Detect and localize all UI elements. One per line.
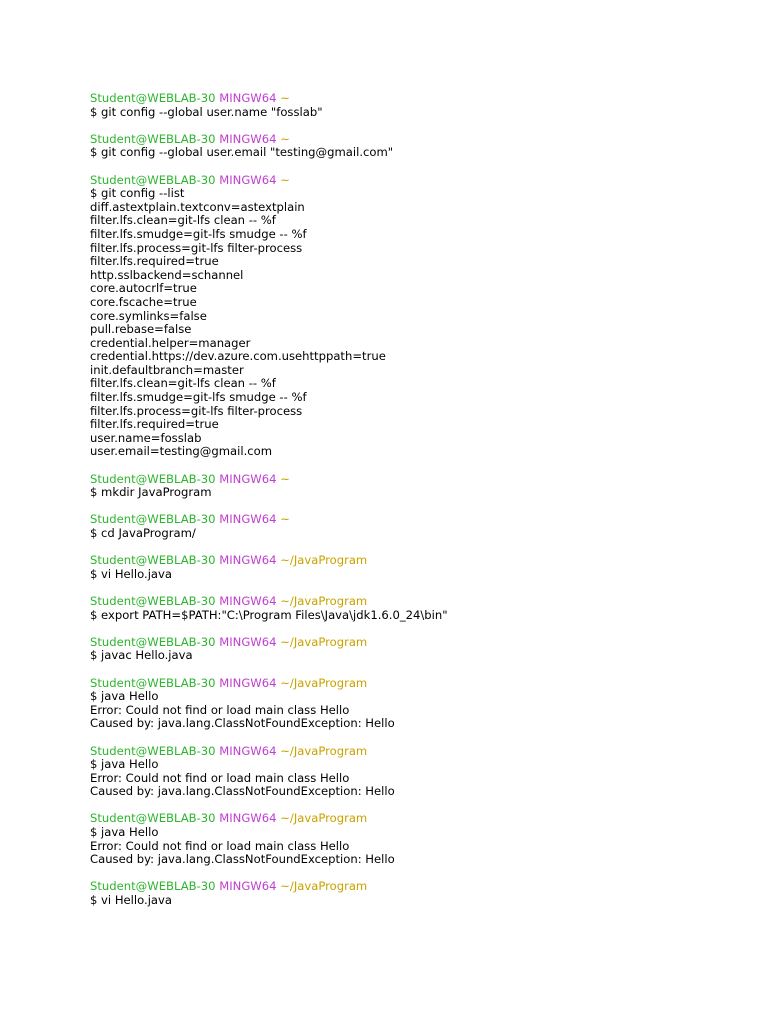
prompt-path: ~ [280,471,290,486]
command-block [90,92,750,119]
output-line: init.defaultbranch=master [90,362,244,377]
shell-prompt [90,92,750,106]
prompt-user-host: Student@WEBLAB-30 [90,634,216,649]
prompt-path: ~ [280,91,290,105]
shell-prompt [90,636,750,650]
shell-prompt [90,595,750,609]
shell-prompt [90,677,750,691]
output-line: core.symlinks=false [90,308,207,323]
command-block [90,133,750,160]
prompt-user-host: Student@WEBLAB-30 [90,811,216,826]
output-line: credential.https://dev.azure.com.usehttppath=true [90,349,386,364]
command-line: $ java Hello [90,757,159,772]
command-block [90,745,750,799]
prompt-environment: MINGW64 [219,743,277,758]
output-line: pull.rebase=false [90,322,192,337]
command-block [90,473,750,500]
prompt-environment: MINGW64 [219,172,277,187]
command-line: $ java Hello [90,689,159,704]
command-line: $ java Hello [90,825,159,840]
shell-prompt [90,554,750,568]
output-line: user.email=testing@gmail.com [90,444,273,459]
command-block [90,595,750,622]
prompt-user-host: Student@WEBLAB-30 [90,471,216,486]
shell-prompt [90,812,750,826]
command-block [90,880,750,907]
prompt-user-host: Student@WEBLAB-30 [90,553,216,568]
prompt-user-host: Student@WEBLAB-30 [90,131,216,146]
prompt-path: ~ [280,172,290,187]
command-block [90,554,750,581]
output-line: filter.lfs.clean=git-lfs clean -- %f [90,213,276,228]
command-line: $ export PATH=$PATH:"C:\Program Files\Java\jdk1.6.0_24\bin" [90,607,448,622]
prompt-path: ~/JavaProgram [280,675,368,690]
output-line: filter.lfs.clean=git-lfs clean -- %f [90,376,276,391]
output-line: Error: Could not find or load main class Hello [90,770,350,785]
command-line: $ git config --global user.email "testing@gmail.com" [90,145,394,160]
shell-prompt [90,880,750,894]
command-block [90,636,750,663]
prompt-path: ~/JavaProgram [280,811,368,826]
prompt-user-host: Student@WEBLAB-30 [90,879,216,894]
shell-prompt [90,513,750,527]
output-line: filter.lfs.smudge=git-lfs smudge -- %f [90,390,307,405]
command-line: $ git config --global user.name "fosslab" [90,104,323,119]
shell-prompt [90,473,750,487]
command-line: $ vi Hello.java [90,893,172,908]
output-line: user.name=fosslab [90,430,202,445]
prompt-user-host: Student@WEBLAB-30 [90,172,216,187]
prompt-user-host: Student@WEBLAB-30 [90,743,216,758]
prompt-environment: MINGW64 [219,91,277,105]
output-line: Caused by: java.lang.ClassNotFoundException: Hello [90,852,395,867]
output-line: filter.lfs.process=git-lfs filter-process [90,403,303,418]
command-block [90,812,750,866]
output-line: diff.astextplain.textconv=astextplain [90,199,305,214]
output-line: core.fscache=true [90,294,197,309]
prompt-path: ~/JavaProgram [280,634,368,649]
output-line: filter.lfs.required=true [90,417,219,432]
command-line: $ vi Hello.java [90,566,172,581]
output-line: Error: Could not find or load main class Hello [90,702,350,717]
command-line: $ cd JavaProgram/ [90,526,196,540]
prompt-environment: MINGW64 [219,471,277,486]
prompt-user-host: Student@WEBLAB-30 [90,91,216,105]
prompt-path: ~/JavaProgram [280,553,368,568]
output-line: Caused by: java.lang.ClassNotFoundException: Hello [90,784,395,799]
prompt-path: ~ [280,131,290,146]
prompt-user-host: Student@WEBLAB-30 [90,512,216,527]
prompt-user-host: Student@WEBLAB-30 [90,675,216,690]
command-block [90,174,750,459]
prompt-path: ~/JavaProgram [280,743,368,758]
terminal-transcript [90,92,750,921]
prompt-path: ~ [280,512,290,527]
prompt-environment: MINGW64 [219,593,277,608]
prompt-environment: MINGW64 [219,553,277,568]
prompt-environment: MINGW64 [219,879,277,894]
prompt-user-host: Student@WEBLAB-30 [90,593,216,608]
output-line: filter.lfs.required=true [90,254,219,269]
prompt-environment: MINGW64 [219,675,277,690]
command-block [90,513,750,540]
output-line: credential.helper=manager [90,335,251,350]
output-line: http.sslbackend=schannel [90,267,244,282]
prompt-path: ~/JavaProgram [280,593,368,608]
output-line: core.autocrlf=true [90,281,197,296]
shell-prompt [90,133,750,147]
command-block [90,677,750,731]
prompt-environment: MINGW64 [219,512,277,527]
prompt-environment: MINGW64 [219,131,277,146]
prompt-environment: MINGW64 [219,811,277,826]
command-line: $ mkdir JavaProgram [90,485,212,500]
prompt-path: ~/JavaProgram [280,879,368,894]
output-line: filter.lfs.process=git-lfs filter-process [90,240,303,255]
shell-prompt [90,745,750,759]
output-line: Caused by: java.lang.ClassNotFoundException: Hello [90,716,395,731]
command-line: $ git config --list [90,186,185,201]
prompt-environment: MINGW64 [219,634,277,649]
output-line: Error: Could not find or load main class Hello [90,838,350,853]
output-line: filter.lfs.smudge=git-lfs smudge -- %f [90,226,307,241]
shell-prompt [90,174,750,188]
command-line: $ javac Hello.java [90,648,193,663]
